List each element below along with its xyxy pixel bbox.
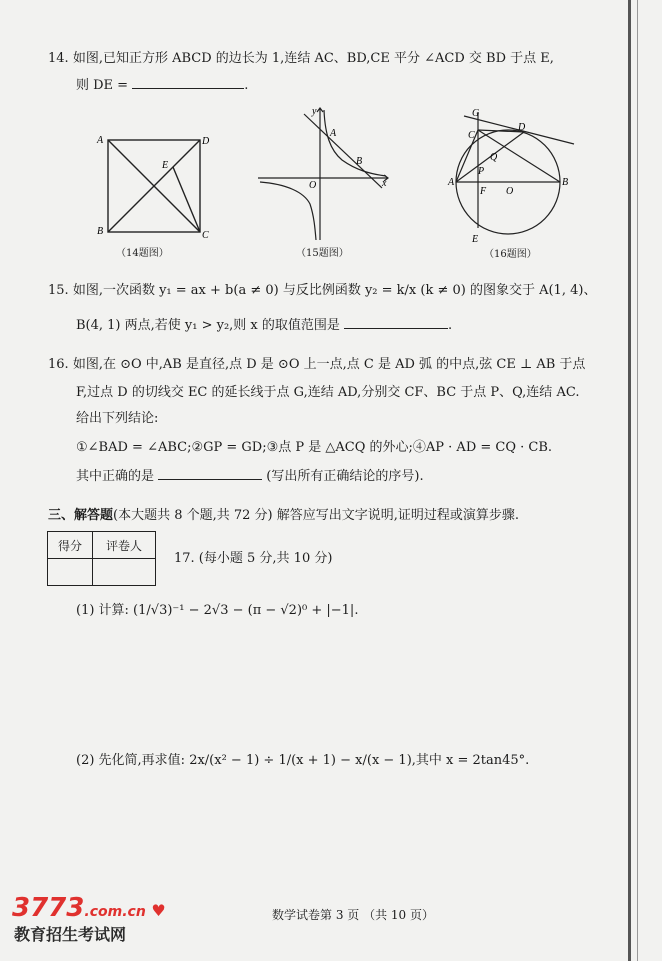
- figure-16-circle: [444, 104, 580, 244]
- site-watermark: [12, 893, 166, 923]
- label-a: A: [448, 177, 455, 188]
- label-b: B: [562, 177, 569, 188]
- label-q: Q: [490, 152, 498, 163]
- q16-line3: 给出下列结论:: [76, 411, 159, 426]
- label-f: F: [480, 186, 487, 197]
- label-a: A: [330, 128, 337, 139]
- fig15-caption: （15题图）: [296, 248, 349, 259]
- q14-prefix: 则 DE =: [76, 78, 129, 93]
- q14-text: 如图,已知正方形 ABCD 的边长为 1,连结 AC、BD,CE 平分 ∠ACD 交 BD 于点 E,: [72, 51, 554, 66]
- label-d: D: [202, 136, 210, 147]
- q15-answer-blank[interactable]: [344, 316, 448, 329]
- q17-header: 17. (每小题 5 分,共 10 分): [174, 551, 333, 566]
- q15-text: 如图,一次函数 y₁ = ax + b(a ≠ 0) 与反比例函数 y₂ = k/x (k ≠ 0) 的图象交于 A(1, 4)、: [72, 283, 597, 298]
- label-y: y: [312, 106, 317, 117]
- label-b: B: [356, 156, 363, 167]
- q16-line2: F,过点 D 的切线交 EC 的延长线于点 G,连结 AD,分别交 CF、BC 于点 P、Q,连结 AC.: [76, 385, 580, 400]
- label-o: O: [506, 186, 514, 197]
- label-c: C: [202, 230, 209, 241]
- q16-number: 16.: [48, 357, 69, 372]
- q15-line1: [48, 282, 596, 300]
- q15-text-2: B(4, 1) 两点,若使 y₁ > y₂,则 x 的取值范围是: [76, 318, 340, 333]
- bisector-ce: [173, 167, 200, 232]
- q15-line2: B(4, 1) 两点,若使 y₁ > y₂,则 x 的取值范围是 .: [76, 318, 453, 333]
- score-cell[interactable]: [48, 559, 93, 586]
- label-c: C: [468, 130, 475, 141]
- q15-number: 15.: [48, 283, 69, 298]
- label-b: B: [97, 226, 104, 237]
- fig14-caption: （14题图）: [116, 248, 169, 259]
- score-table: [47, 531, 156, 586]
- q16-answer-blank[interactable]: [158, 467, 262, 480]
- grader-header: 评卷人: [93, 532, 156, 559]
- page-edge-line: [628, 0, 631, 961]
- q14-line2: 则 DE = .: [76, 78, 249, 93]
- q14-answer-blank[interactable]: [132, 76, 244, 89]
- watermark-tagline: 教育招生考试网: [14, 925, 127, 944]
- label-g: G: [472, 108, 480, 119]
- q16-line5: 其中正确的是 (写出所有正确结论的序号).: [76, 469, 424, 484]
- label-o: O: [309, 180, 317, 191]
- hyperbola-branch-1: [324, 110, 386, 176]
- label-a: A: [97, 135, 104, 146]
- q14-line1: [48, 50, 554, 68]
- fig16-caption: （16题图）: [484, 249, 537, 260]
- q16-text: 如图,在 ⊙O 中,AB 是直径,点 D 是 ⊙O 上一点,点 C 是 AD 弧 的中点,弦 CE ⊥ AB 于点: [72, 357, 586, 372]
- watermark-number: 3773: [12, 893, 85, 923]
- page-edge-line-thin: [637, 0, 638, 961]
- hyperbola-branch-2: [260, 182, 316, 240]
- q16-line1: [48, 356, 585, 374]
- label-e: E: [162, 160, 169, 171]
- heart-icon: ♥: [151, 901, 166, 920]
- section-3-desc: (本大题共 8 个题,共 72 分) 解答应写出文字说明,证明过程或演算步骤.: [113, 508, 520, 523]
- q16-line4: ①∠BAD = ∠ABC;②GP = GD;③点 P 是 △ACQ 的外心;④AP · AD = CQ · CB.: [76, 440, 553, 455]
- label-p: P: [478, 166, 485, 177]
- q17-part1: (1) 计算: (1/√3)⁻¹ − 2√3 − (π − √2)⁰ + |−1|.: [76, 603, 359, 618]
- linear-function-line: [304, 114, 382, 188]
- page-footer: 数学试卷第 3 页 （共 10 页）: [272, 908, 434, 922]
- label-x: x: [382, 178, 387, 189]
- label-e: E: [472, 234, 479, 244]
- q17-part2: (2) 先化简,再求值: 2x/(x² − 1) ÷ 1/(x + 1) − x/(x − 1),其中 x = 2tan45°.: [76, 753, 530, 768]
- label-d: D: [518, 122, 526, 133]
- grader-cell[interactable]: [93, 559, 156, 586]
- figure-15-graph: [252, 104, 392, 244]
- figure-14-square: [94, 126, 214, 244]
- section-3-title: 三、解答题: [48, 508, 114, 523]
- q14-number: 14.: [48, 51, 69, 66]
- score-header: 得分: [48, 532, 93, 559]
- watermark-domain: .com.cn: [84, 904, 146, 920]
- section-3-heading: [48, 507, 519, 525]
